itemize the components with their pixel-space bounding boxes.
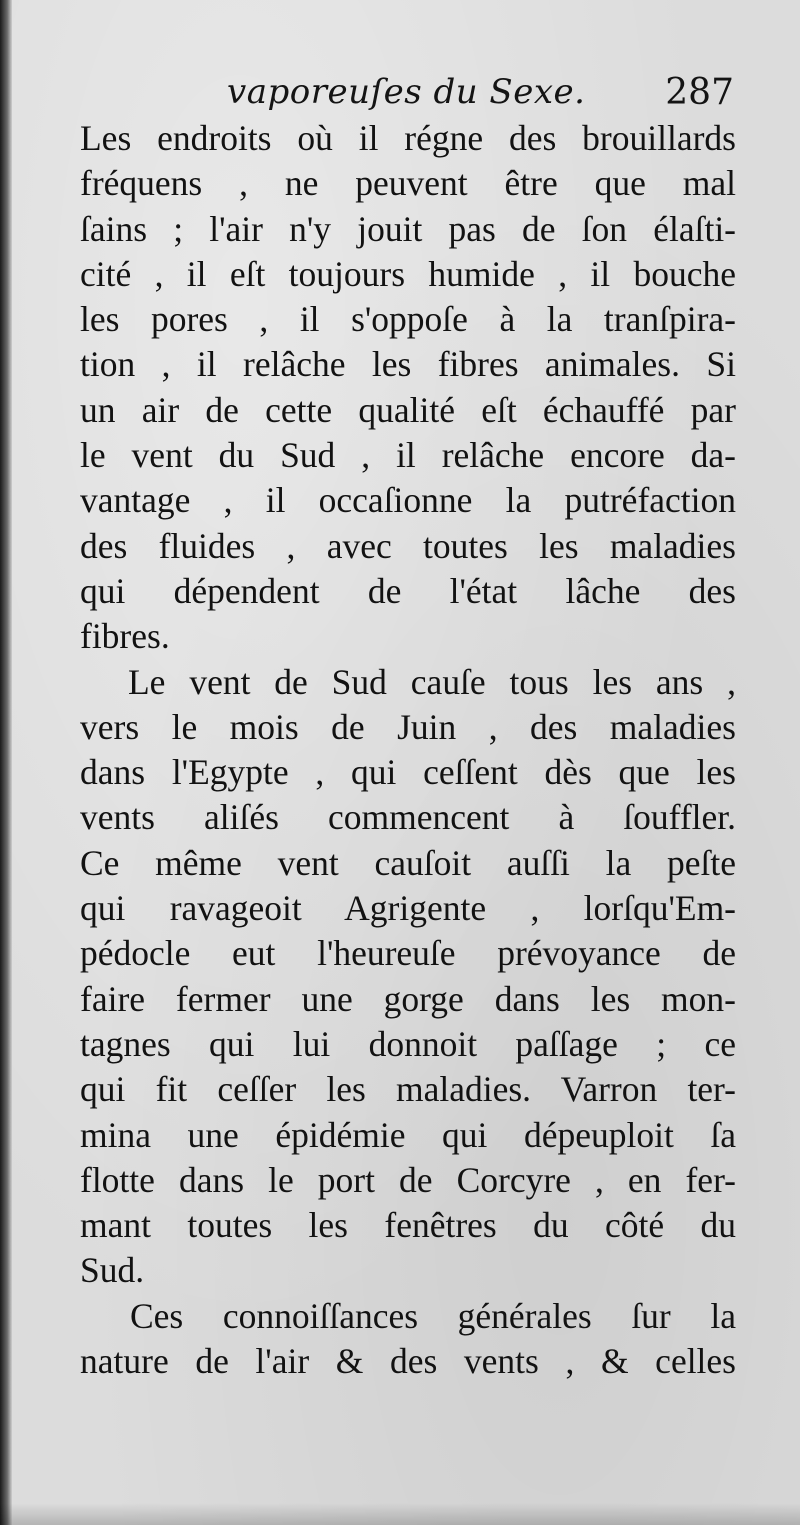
text-line: qui dépendent de l'état lâche des	[80, 570, 736, 611]
text-line: le vent du Sud , il relâche encore da-	[80, 435, 736, 476]
running-title: vaporeuſes du Sexe.	[227, 72, 586, 112]
text-line: flotte dans le port de Corcyre , en fer-	[80, 1159, 736, 1200]
text-line: Ces connoiſſances générales ſur la	[130, 1295, 736, 1336]
text-line: cité , il eſt toujours humide , il bouche	[80, 253, 736, 294]
page-gutter-shadow	[0, 0, 12, 1525]
text-line: pédocle eut l'heureuſe prévoyance de	[80, 933, 736, 974]
text-line: Ce même vent cauſoit auſſi la peſte	[80, 842, 736, 883]
text-line: faire fermer une gorge dans les mon-	[80, 978, 736, 1019]
text-line: dans l'Egypte , qui ceſſent dès que les	[80, 752, 736, 793]
page-number: 287	[665, 72, 734, 113]
paragraph	[80, 1294, 736, 1385]
text-line: vers le mois de Juin , des maladies	[80, 706, 736, 747]
text-line: fibres.	[80, 616, 170, 657]
text-line: fréquens , ne peuvent être que mal	[80, 163, 736, 204]
text-line: un air de cette qualité eſt échauffé par	[80, 389, 736, 430]
text-line: qui fit ceſſer les maladies. Varron ter-	[80, 1069, 736, 1110]
text-line: qui ravageoit Agrigente , lorſqu'Em-	[80, 888, 736, 929]
body-text	[80, 116, 736, 1384]
text-line: vantage , il occaſionne la putréfaction	[80, 480, 736, 521]
page-bottom-shadow	[0, 1503, 800, 1525]
page-header	[80, 72, 740, 122]
text-line: tagnes qui lui donnoit paſſage ; ce	[80, 1023, 736, 1064]
text-line: mina une épidémie qui dépeuploit ſa	[80, 1114, 736, 1155]
text-line: mant toutes les fenêtres du côté du	[80, 1205, 736, 1246]
text-line: tion , il relâche les fibres animales. Si	[80, 344, 736, 385]
paragraph	[80, 660, 736, 1294]
text-line: vents aliſés commencent à ſouffler.	[80, 797, 736, 838]
text-line: Sud.	[80, 1250, 145, 1291]
text-line: des fluides , avec toutes les maladies	[80, 525, 736, 566]
text-line: Les endroits où il régne des brouillards	[80, 118, 736, 158]
text-line: ſains ; l'air n'y jouit pas de ſon élaſti-	[80, 208, 736, 249]
text-line: Le vent de Sud cauſe tous les ans ,	[128, 661, 736, 702]
paragraph	[80, 116, 736, 660]
text-line: nature de l'air & des vents , & celles	[80, 1341, 736, 1382]
text-line: les pores , il s'oppoſe à la tranſpira-	[80, 299, 736, 340]
